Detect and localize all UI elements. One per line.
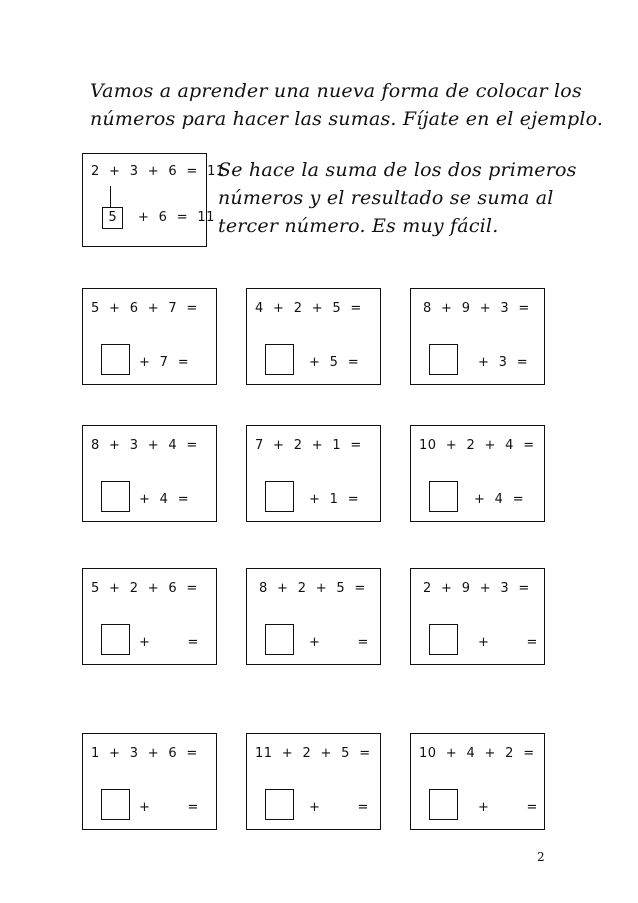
example-box <box>82 153 225 247</box>
exercise-question: 2 + 9 + 3 = <box>423 581 530 596</box>
exercise-card <box>246 425 381 522</box>
exercise-continuation: + 3 = <box>478 355 529 370</box>
exercise-question: 10 + 2 + 4 = <box>419 438 535 453</box>
answer-box[interactable] <box>429 344 458 375</box>
answer-box[interactable] <box>429 624 458 655</box>
exercise-question: 4 + 2 + 5 = <box>255 301 362 316</box>
explanation-line-2: números y el resultado se suma al <box>218 187 554 209</box>
exercise-continuation: + = <box>309 800 369 815</box>
exercise-card <box>82 733 217 830</box>
exercise-question: 7 + 2 + 1 = <box>255 438 362 453</box>
answer-box[interactable] <box>101 624 130 655</box>
answer-box[interactable] <box>265 344 294 375</box>
exercise-card <box>82 425 217 522</box>
exercise-question: 10 + 4 + 2 = <box>419 746 535 761</box>
exercise-continuation: + = <box>478 800 538 815</box>
exercise-card <box>246 288 381 385</box>
explanation-line-1: Se hace la suma de los dos primeros <box>218 159 577 181</box>
intro-line-2: números para hacer las sumas. Fíjate en el ejemplo. <box>90 108 604 130</box>
explanation-text <box>218 156 577 240</box>
exercise-card <box>82 568 217 665</box>
exercise-card <box>246 733 381 830</box>
exercise-continuation: + 7 = <box>139 355 190 370</box>
explanation-line-3: tercer número. Es muy fácil. <box>218 215 499 237</box>
page-number: 2 <box>537 850 545 864</box>
exercise-card <box>410 568 545 665</box>
example-result-box: 5 <box>102 207 123 229</box>
answer-box[interactable] <box>101 344 130 375</box>
answer-box[interactable] <box>101 789 130 820</box>
exercise-card <box>410 288 545 385</box>
exercise-continuation: + = <box>309 635 369 650</box>
exercise-question: 5 + 6 + 7 = <box>91 301 198 316</box>
exercise-continuation: + 5 = <box>309 355 360 370</box>
answer-box[interactable] <box>101 481 130 512</box>
exercise-continuation: + 1 = <box>309 492 360 507</box>
exercise-question: 5 + 2 + 6 = <box>91 581 198 596</box>
exercise-question: 11 + 2 + 5 = <box>255 746 371 761</box>
exercise-question: 8 + 2 + 5 = <box>259 581 366 596</box>
answer-box[interactable] <box>265 624 294 655</box>
example-continuation: + 6 = 11 <box>138 210 215 225</box>
exercise-question: 1 + 3 + 6 = <box>91 746 198 761</box>
exercise-continuation: + = <box>478 635 538 650</box>
exercise-continuation: + = <box>139 800 199 815</box>
exercise-card <box>410 733 545 830</box>
answer-box[interactable] <box>429 481 458 512</box>
exercise-continuation: + = <box>139 635 199 650</box>
example-connector-line <box>110 186 111 207</box>
exercise-card <box>82 288 217 385</box>
example-expression: 2 + 3 + 6 = 11 <box>91 164 225 179</box>
intro-line-1: Vamos a aprender una nueva forma de colocar los <box>90 80 582 102</box>
exercise-continuation: + 4 = <box>139 492 190 507</box>
answer-box[interactable] <box>265 789 294 820</box>
exercise-card <box>410 425 545 522</box>
exercise-question: 8 + 9 + 3 = <box>423 301 530 316</box>
exercise-continuation: + 4 = <box>474 492 525 507</box>
answer-box[interactable] <box>265 481 294 512</box>
intro-text <box>90 77 604 133</box>
answer-box[interactable] <box>429 789 458 820</box>
exercise-card <box>246 568 381 665</box>
exercise-question: 8 + 3 + 4 = <box>91 438 198 453</box>
